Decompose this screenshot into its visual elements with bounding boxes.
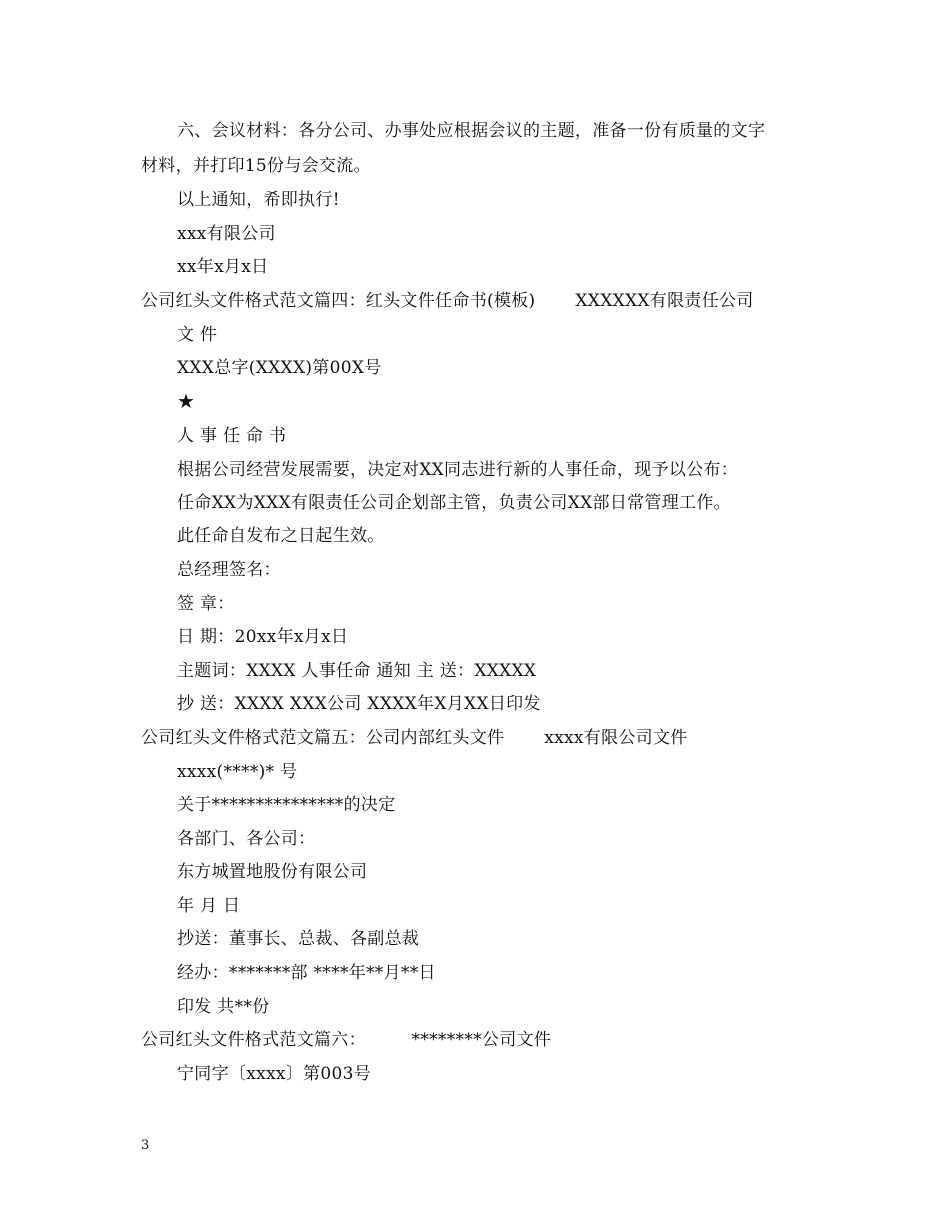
date-line-2: 日 期：20xx年x月x日 — [177, 627, 349, 647]
company-name: xxx有限公司 — [177, 224, 276, 244]
text-line-7: 文 件 — [177, 325, 218, 345]
text-line-12: 任命XX为XXX有限责任公司企划部主管，负责公司XX部日常管理工作。 — [177, 493, 731, 513]
text-line-1: 六、会议材料：各分公司、办事处应根据会议的主题，准备一份有质量的文字 — [177, 121, 766, 141]
seal-line: 签 章： — [177, 594, 235, 614]
cc-line: 抄 送：XXXX XXX公司 XXXX年X月XX日印发 — [177, 694, 541, 714]
text-line-3: 以上通知，希即执行! — [177, 190, 340, 210]
star-icon: ★ — [177, 389, 196, 413]
handler-line: 经办：*******部 ****年**月**日 — [177, 963, 436, 983]
print-line: 印发 共**份 — [177, 997, 270, 1017]
decision-title: 关于***************的决定 — [177, 795, 396, 815]
date-line-3: 年 月 日 — [177, 896, 241, 916]
text-line-11: 根据公司经营发展需要，决定对XX同志进行新的人事任命，现予以公布： — [177, 460, 739, 480]
date-line: xx年x月x日 — [177, 257, 269, 277]
document-number-3: 宁同字〔xxxx〕第003号 — [177, 1064, 371, 1084]
text-line-2: 材料，并打印15份与会交流。 — [141, 156, 371, 176]
document-number-2: xxxx(****)* 号 — [177, 762, 298, 782]
subject-line: 主题词：XXXX 人事任命 通知 主 送：XXXXX — [177, 661, 537, 681]
text-line-13: 此任命自发布之日起生效。 — [177, 526, 385, 546]
section-heading-5: 公司红头文件格式范文篇五：公司内部红头文件 xxxx有限公司文件 — [141, 728, 688, 748]
company-name-2: 东方城置地股份有限公司 — [177, 862, 368, 882]
section-heading-6: 公司红头文件格式范文篇六： ********公司文件 — [141, 1030, 552, 1050]
cc-line-2: 抄送：董事长、总裁、各副总裁 — [177, 929, 420, 949]
document-number: XXX总字(XXXX)第00X号 — [177, 358, 382, 378]
recipients-line: 各部门、各公司： — [177, 829, 316, 849]
appointment-title: 人 事 任 命 书 — [177, 426, 287, 446]
signature-line: 总经理签名： — [177, 560, 281, 580]
page-number: 3 — [141, 1138, 150, 1153]
section-heading-4: 公司红头文件格式范文篇四：红头文件任命书(模板) XXXXXX有限责任公司 — [141, 291, 754, 311]
